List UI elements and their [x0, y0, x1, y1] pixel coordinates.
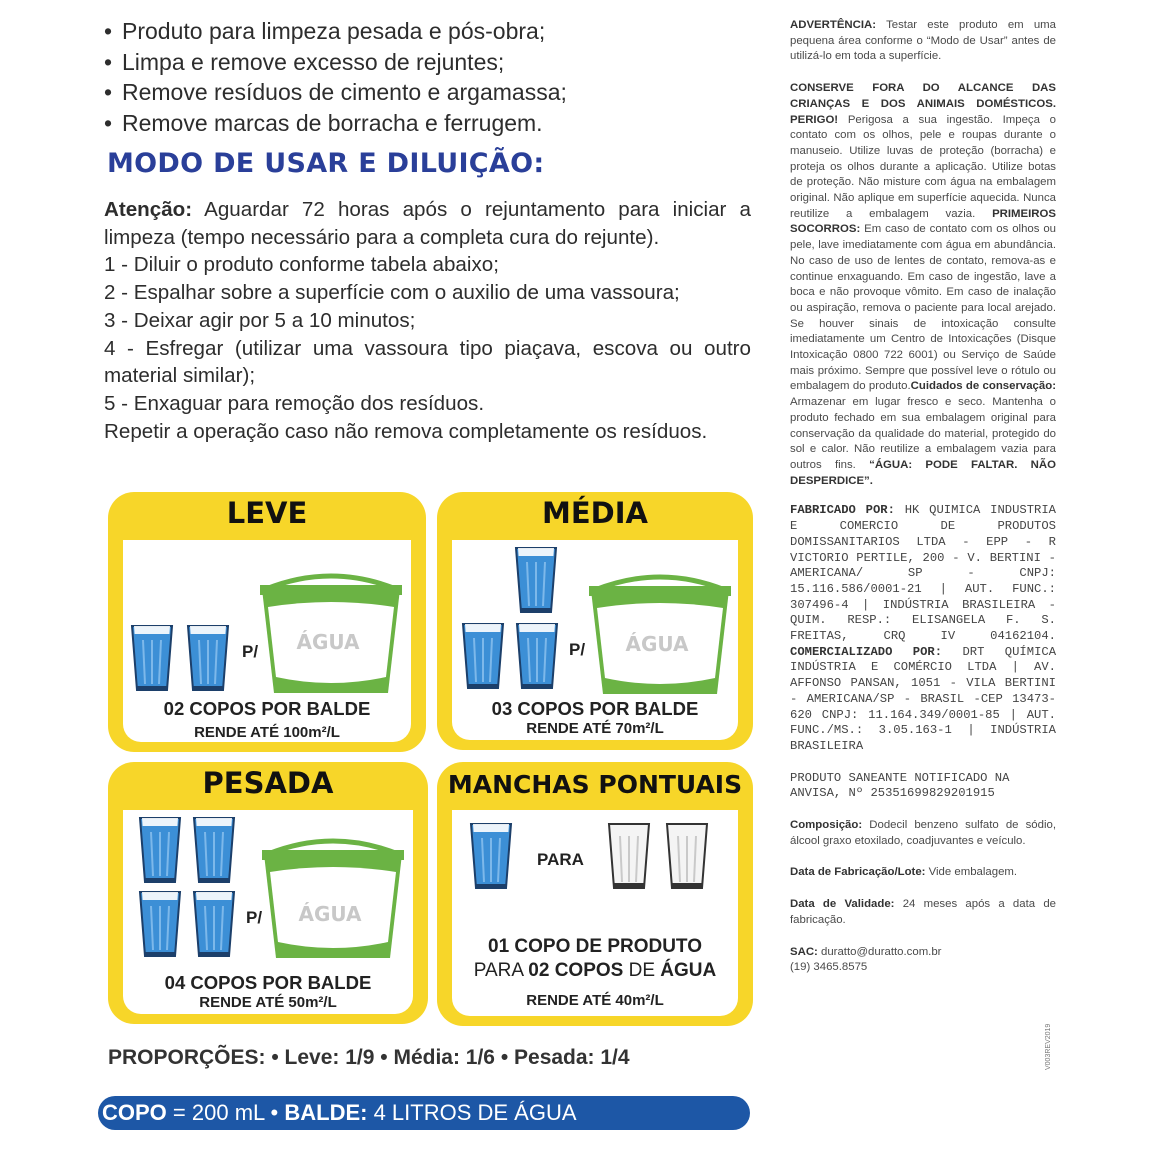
legal-text-column — [790, 18, 1056, 976]
list-item: • Produto para limpeza pesada e pós-obra; — [104, 18, 546, 44]
card-caption: 03 COPOS POR BALDE — [491, 698, 699, 719]
step-3: 3 - Deixar agir por 5 a 10 minutos; — [104, 308, 416, 332]
version-code: V003REV2019 — [1045, 1023, 1052, 1070]
glass-icon — [192, 890, 236, 958]
para-label: PARA — [537, 850, 584, 869]
per-label: P/ — [242, 642, 259, 661]
card-leve — [108, 492, 426, 752]
card-caption-2: PARA 02 COPOS DE ÁGUA — [473, 960, 717, 981]
card-pesada — [108, 762, 428, 1024]
instructions-block — [104, 196, 751, 445]
card-title: LEVE — [226, 496, 308, 530]
safety-paragraph: CONSERVE FORA DO ALCANCE DAS CRIANÇAS E DOS ANIMAIS DOMÉSTICOS. PERIGO! Perigosa a sua ingestão. Impeça o contato com os olhos, pele e roupas durante o manuseio. Utilize luvas de proteção (borracha) e proteja os olhos durante a aplicação. Utilize botas de proteção. Não misture com água na embalagem original. Não aplique em superfície aquecida. Nunca reutilize a embalagem vazia. PRIMEIROS SOCORROS: Em caso de contato com os olhos ou pele, lave imediatamente com água em abundância. No caso de uso de lentes de contato, remova-as e continue enxaguando. Em caso de ingestão, lave a boca e não provoque vômito. Em caso de inalação ou aspiração, remova o paciente para local arejado. Se houver sinais de intoxicação consulte imediatamente um Centro de Intoxicações (Disque Intoxicação 0800 722 6001) ou Serviço de Saúde mais próximo. Sempre que possível leve o rótulo ou embalagem do produto.Cuidados de conservação: Armazenar em lugar fresco e seco. Mantenha o produto fechado em sua embalagem original para conservação da qualidade do material, protegido do sol e calor. Não reutilize a embalagem vazia para outros fins. “ÁGUA: PODE FALTAR. NÃO DESPERDICE”. — [790, 82, 1056, 487]
glass-icon — [514, 546, 558, 614]
card-caption: 02 COPOS POR BALDE — [163, 698, 371, 719]
validity: Data de Validade: 24 meses após a data de fabricação. — [790, 898, 1056, 926]
bucket-icon — [258, 832, 408, 960]
glass-icon — [192, 816, 236, 884]
empty-glass-icon — [665, 822, 709, 890]
list-item: • Remove resíduos de cimento e argamassa; — [104, 79, 567, 105]
glass-icon — [138, 816, 182, 884]
composition: Composição: Dodecil benzeno sulfato de sódio, álcool graxo etoxilado, coadjuvantes e veículo. — [790, 819, 1056, 847]
glass-icon — [130, 624, 174, 692]
card-caption: 04 COPOS POR BALDE — [164, 972, 372, 993]
water-label: ÁGUA — [296, 630, 360, 654]
measures-bar: COPO = 200 mL • BALDE: 4 LITROS DE ÁGUA — [98, 1096, 750, 1130]
card-caption: 01 COPO DE PRODUTO — [488, 936, 702, 957]
card-title: PESADA — [202, 766, 334, 800]
proportions: PROPORÇÕES: • Leve: 1/9 • Média: 1/6 • Pesada: 1/4 — [108, 1046, 630, 1069]
feature-list — [104, 16, 744, 138]
card-yield: RENDE ATÉ 40m²/L — [526, 992, 664, 1009]
step-5: 5 - Enxaguar para remoção dos resíduos. — [104, 391, 485, 415]
card-media — [437, 492, 753, 750]
glass-icon — [461, 622, 505, 690]
water-label: ÁGUA — [298, 902, 362, 926]
section-heading: MODO DE USAR E DILUIÇÃO: — [107, 148, 545, 179]
glass-icon — [515, 622, 559, 690]
card-yield: RENDE ATÉ 70m²/L — [526, 720, 664, 737]
glass-icon — [469, 822, 513, 890]
manufacture-date: Data de Fabricação/Lote: Vide embalagem. — [790, 866, 1018, 879]
warning-paragraph: ADVERTÊNCIA: Testar este produto em uma pequena área conforme o “Modo de Usar” antes de utilizá-lo em toda a superfície. — [790, 19, 1056, 63]
attention-paragraph: Atenção: Aguardar 72 horas após o rejuntamento para iniciar a limpeza (tempo necessário para a completa cura do rejunte). — [104, 198, 751, 249]
card-title: MÉDIA — [542, 496, 648, 530]
water-label: ÁGUA — [625, 632, 689, 656]
step-4: 4 - Esfregar (utilizar uma vassoura tipo piaçava, escova ou outro material similar); — [104, 336, 751, 388]
empty-glass-icon — [607, 822, 651, 890]
per-label: P/ — [246, 908, 263, 927]
manufacturer-paragraph: FABRICADO POR: HK QUIMICA INDUSTRIA E COMERCIO DE PRODUTOS DOMISSANITARIOS LTDA - EPP - R VICTORIO PERTILE, 200 - V. BERTINI - AMERICANA/ SP - CNPJ: 15.116.586/0001-21 | AUT. FUNC.: 307496-4 | INDÚSTRIA BRASILEIRA - QUIM. RESP.: ELISANGELA F. S. FREITAS, CRQ IV 04162104. COMERCIALIZADO POR: DRT QUÍMICA INDÚSTRIA E COMÉRCIO LTDA | AV. AFFONSO PANSAN, 1051 - VILA BERTINI - AMERICANA/SP - BRASIL -CEP 13473-620 CNPJ: 11.164.349/0001-85 | AUT. FUNC./MS.: 3.05.163-1 | INDÚSTRIA BRASILEIRA — [790, 503, 1057, 753]
list-item: • Limpa e remove excesso de rejuntes; — [104, 48, 505, 75]
anvisa-notice: PRODUTO SANEANTE NOTIFICADO NA ANVISA, Nº 25351699829201915 — [790, 770, 1010, 801]
glass-icon — [186, 624, 230, 692]
step-2: 2 - Espalhar sobre a superfície com o auxilio de uma vassoura; — [104, 281, 680, 305]
card-manchas — [437, 762, 753, 1026]
repeat-note: Repetir a operação caso não remova completamente os resíduos. — [104, 419, 708, 443]
sac-contact: SAC: duratto@duratto.com.br (19) 3465.8575 — [790, 945, 942, 974]
step-1: 1 - Diluir o produto conforme tabela abaixo; — [104, 253, 499, 277]
card-yield: RENDE ATÉ 50m²/L — [199, 994, 337, 1011]
card-title: MANCHAS PONTUAIS — [447, 770, 743, 799]
per-label: P/ — [569, 640, 586, 659]
list-item: • Remove marcas de borracha e ferrugem. — [104, 109, 543, 136]
glass-icon — [138, 890, 182, 958]
card-yield: RENDE ATÉ 100m²/L — [194, 724, 340, 741]
